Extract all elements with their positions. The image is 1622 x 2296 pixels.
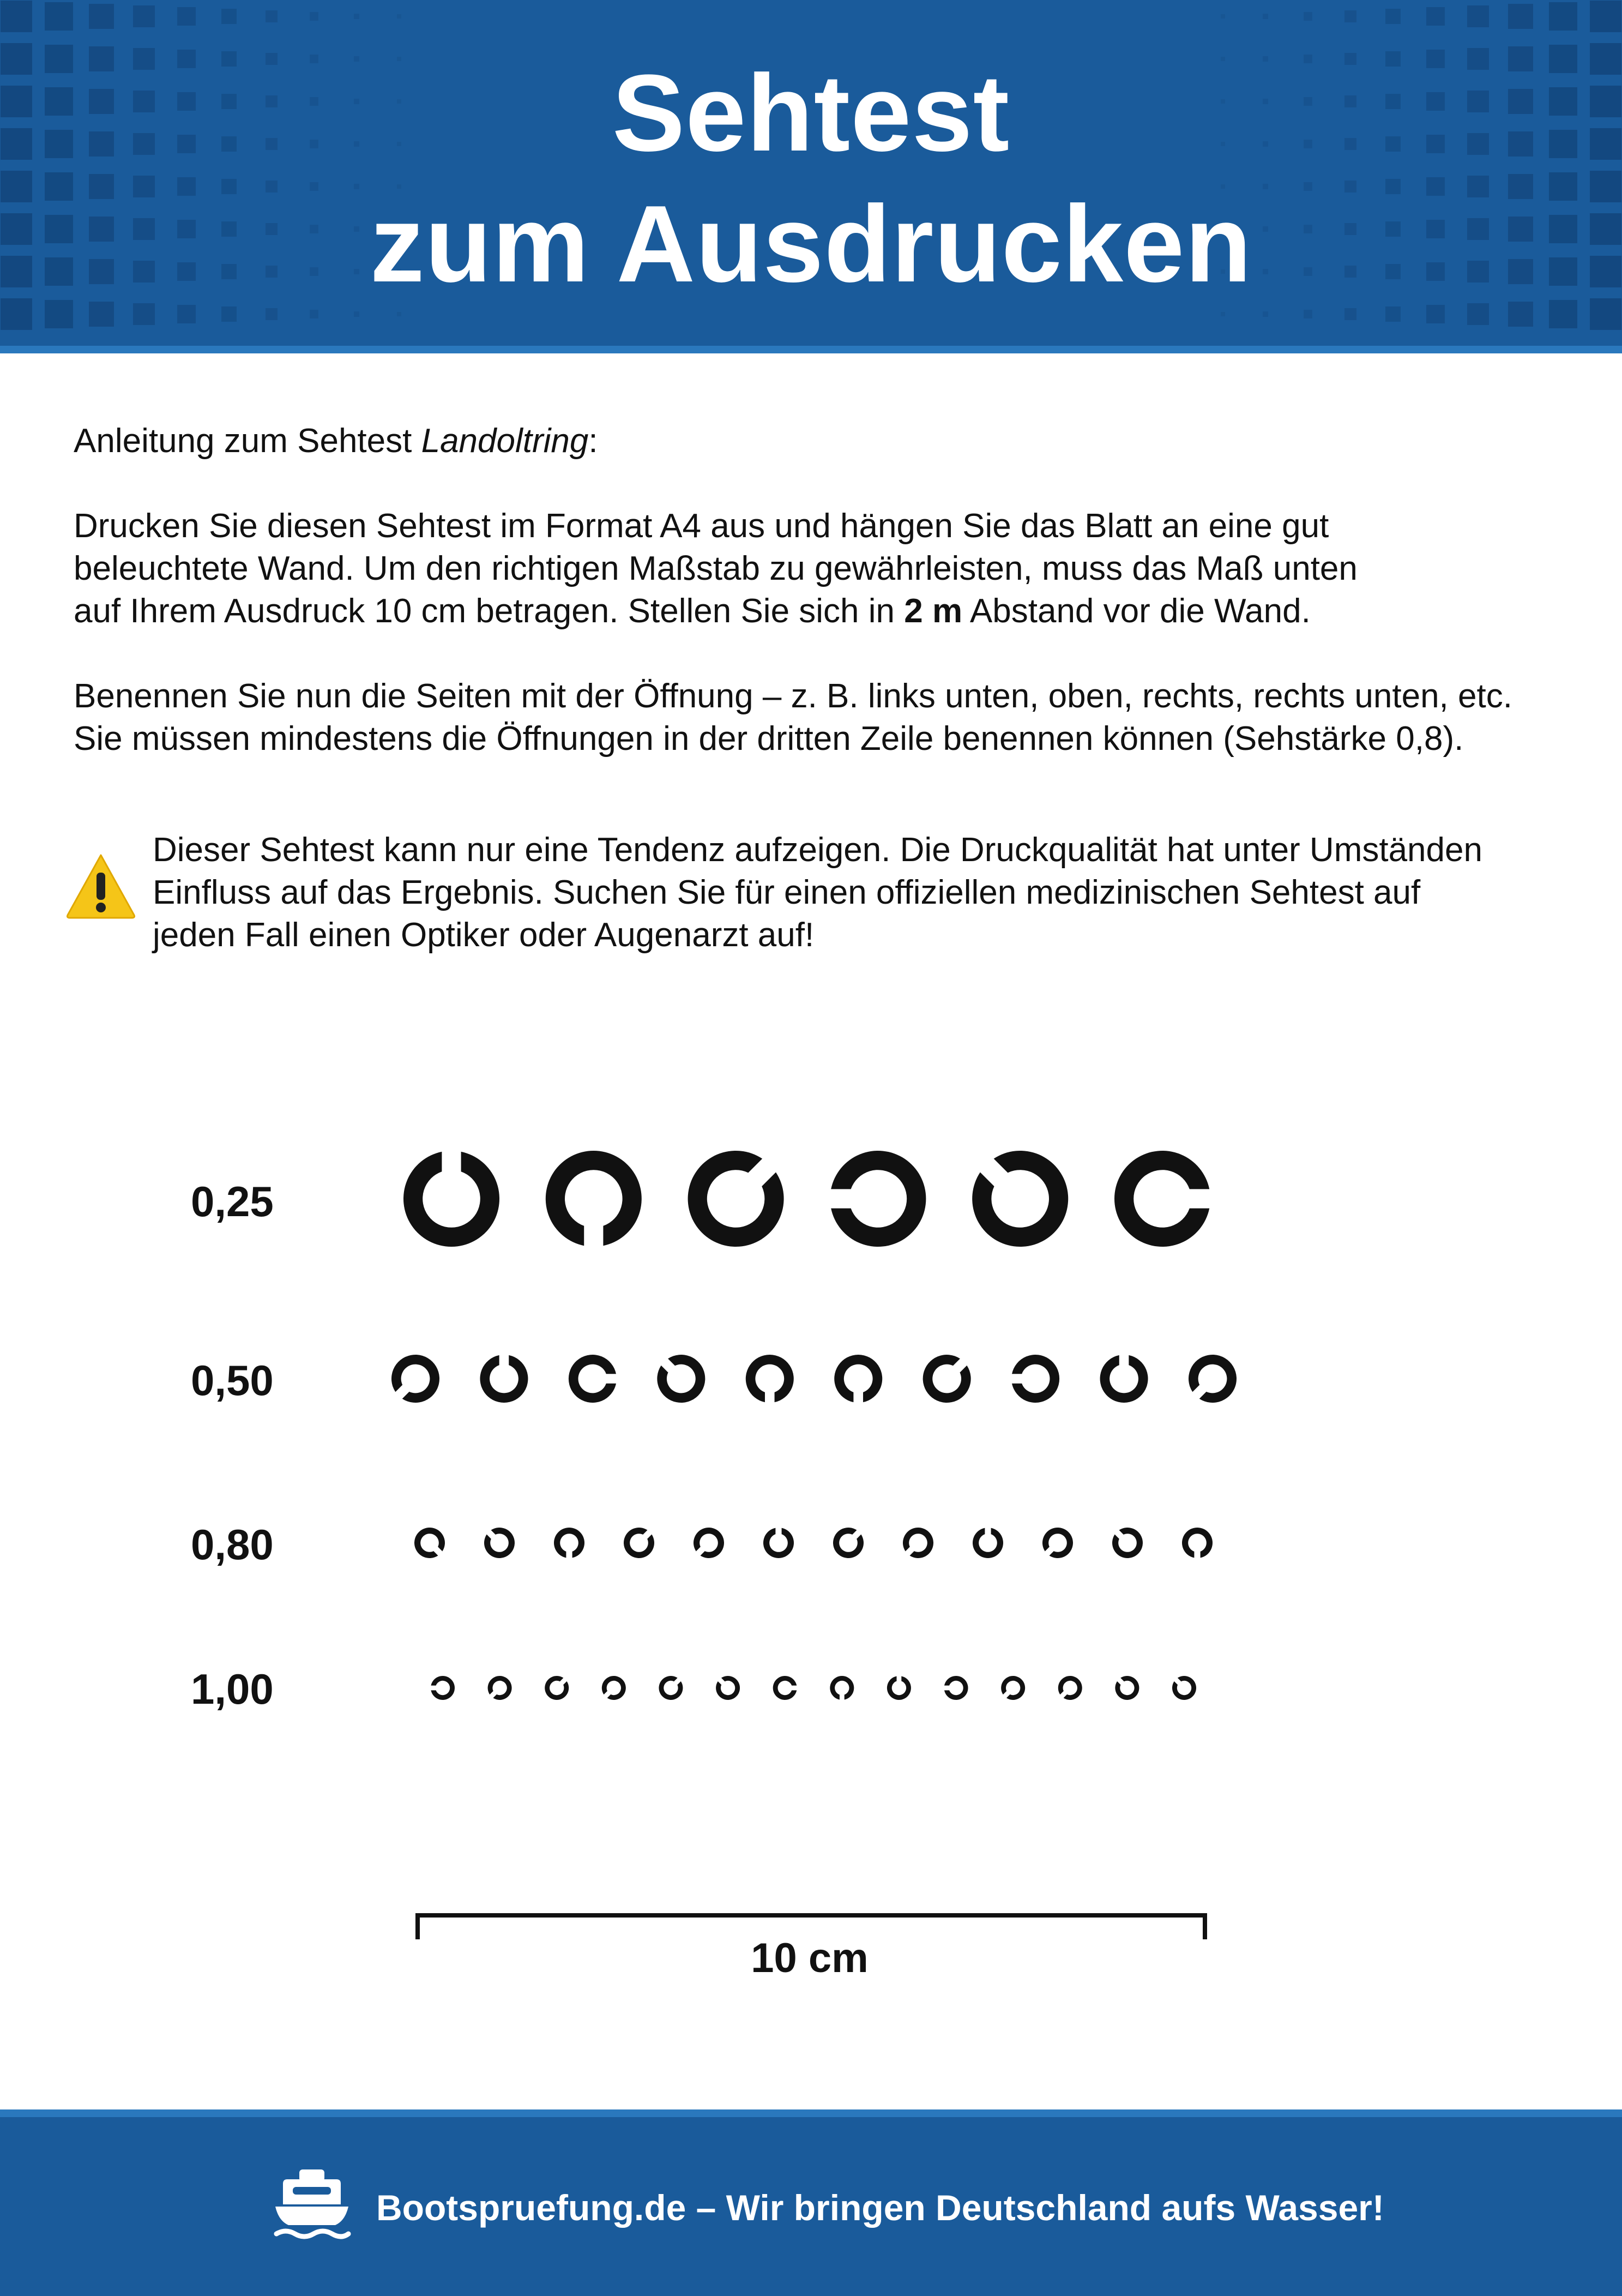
warning-line-3: jeden Fall einen Optiker oder Augenarzt auf! <box>153 916 815 954</box>
landolt-ring <box>391 1355 439 1403</box>
landolt-ring <box>1058 1676 1082 1700</box>
footer-banner <box>0 2109 1622 2296</box>
heading-text: Anleitung zum Sehtest <box>74 422 421 460</box>
footer-slogan: Bootspruefung.de – Wir bringen Deutschland aufs Wasser! <box>376 2187 1384 2228</box>
landolt-ring <box>887 1676 911 1700</box>
landolt-ring <box>414 1528 445 1558</box>
title-line-2: zum Ausdrucken <box>370 183 1252 305</box>
landolt-ring <box>944 1676 968 1700</box>
landolt-ring <box>1001 1676 1025 1700</box>
landolt-ring <box>746 1355 794 1402</box>
landolt-ring <box>488 1676 512 1700</box>
header-banner <box>0 0 1622 353</box>
footer-divider <box>0 2109 1622 2117</box>
landolt-ring <box>830 1676 854 1700</box>
paragraph-2-line-1: Benennen Sie nun die Seiten mit der Öffnung – z. B. links unten, oben, rechts, rechts unten, etc. <box>74 677 1512 715</box>
landolt-ring <box>1172 1676 1196 1700</box>
landolt-ring <box>831 1151 926 1247</box>
paragraph-1-line-2: beleuchtete Wand. Um den richtigen Maßstab zu gewährleisten, muss das Maß unten <box>74 550 1358 587</box>
landolt-ring <box>1042 1528 1073 1558</box>
instructions-heading <box>74 420 1578 462</box>
landolt-ring <box>431 1676 455 1700</box>
instructions-paragraph-1 <box>74 505 1578 633</box>
warning-line-2: Einfluss auf das Ergebnis. Suchen Sie für einen offiziellen medizinischen Sehtest auf <box>153 874 1421 911</box>
landolt-ring <box>624 1528 654 1558</box>
warning-text <box>153 829 1597 957</box>
heading-suffix: : <box>588 422 598 460</box>
landolt-ring <box>1115 1676 1139 1700</box>
landolt-ring <box>688 1151 784 1247</box>
row-label-0-50: 0,50 <box>191 1356 274 1404</box>
ring-rows <box>391 1151 1237 1700</box>
landolt-ring <box>694 1528 724 1558</box>
paragraph-1-line-3: auf Ihrem Ausdruck 10 cm betragen. Stellen Sie sich in <box>74 592 905 630</box>
landolt-ring <box>716 1676 740 1700</box>
landolt-ring <box>546 1151 642 1246</box>
scale-label: 10 cm <box>751 1935 869 1981</box>
instructions-paragraph-2 <box>74 675 1578 760</box>
landolt-ring <box>773 1676 797 1700</box>
landolt-ring <box>659 1676 683 1700</box>
landolt-ring <box>763 1528 794 1558</box>
row-label-0-25: 0,25 <box>191 1177 274 1225</box>
landolt-ring <box>972 1151 1068 1247</box>
landolt-ring <box>403 1152 499 1247</box>
landolt-ring <box>1114 1151 1209 1247</box>
landolt-ring <box>480 1355 528 1403</box>
instructions <box>74 420 1578 803</box>
landolt-ring <box>554 1528 584 1558</box>
landolt-ring <box>1012 1355 1059 1403</box>
landolt-ring <box>569 1355 616 1403</box>
landolt-ring <box>973 1528 1003 1558</box>
landolt-ring <box>1100 1355 1148 1403</box>
title-line-1: Sehtest <box>612 52 1010 174</box>
landolt-ring <box>1189 1355 1237 1403</box>
landolt-ring <box>484 1528 515 1558</box>
landolt-ring <box>833 1528 864 1558</box>
page-title <box>0 48 1622 310</box>
landolt-ring <box>903 1528 933 1558</box>
paragraph-1-line-1: Drucken Sie diesen Sehtest im Format A4 aus und hängen Sie das Blatt an eine gut <box>74 507 1329 545</box>
heading-italic: Landoltring <box>421 422 589 460</box>
warning-triangle-icon <box>65 852 136 919</box>
warning-note <box>63 829 1589 960</box>
row-label-0-80: 0,80 <box>191 1520 274 1568</box>
warning-line-1: Dieser Sehtest kann nur eine Tendenz aufzeigen. Die Druckqualität hat unter Umständen <box>153 831 1482 869</box>
distance-value: 2 m <box>904 592 963 630</box>
landolt-ring <box>1182 1528 1213 1558</box>
header-divider <box>0 346 1622 353</box>
row-label-1-00: 1,00 <box>191 1665 274 1713</box>
landolt-ring <box>602 1676 626 1700</box>
landolt-ring <box>834 1355 882 1402</box>
paragraph-2-line-2: Sie müssen mindestens die Öffnungen in der dritten Zeile benennen können (Sehstärke 0,8). <box>74 720 1464 758</box>
boat-icon <box>271 2164 353 2246</box>
landolt-ring <box>657 1355 705 1403</box>
paragraph-1-line-3-end: Abstand vor die Wand. <box>962 592 1311 630</box>
landolt-ring <box>1112 1528 1143 1558</box>
landolt-ring <box>923 1355 971 1403</box>
landolt-ring <box>545 1676 569 1700</box>
